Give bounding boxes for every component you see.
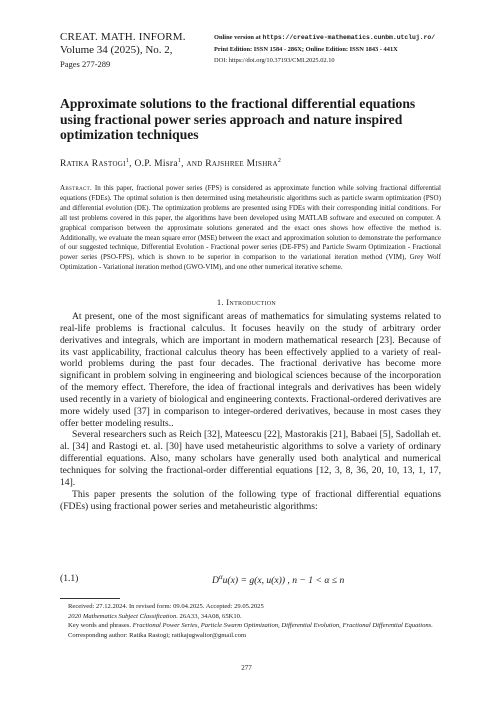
author-list	[60, 158, 440, 169]
keywords-label: Key words and phrases.	[68, 622, 131, 630]
footnote-rule	[60, 598, 120, 599]
equation-expression: $D^\alpha u(x) = g(x$, u(x)) , n − 1 < α ≤ n	[212, 573, 345, 587]
volume-info: Volume 34 (2025), No. 2,	[60, 44, 173, 56]
affiliation-marker: 1	[125, 158, 130, 164]
affiliation-marker: 1	[177, 158, 182, 164]
page-range: Pages 277-289	[60, 59, 111, 69]
equation-number: (1.1)	[60, 573, 79, 584]
online-version-label: Online version at	[214, 34, 261, 41]
publication-info	[214, 32, 474, 67]
received-dates: Received: 27.12.2024. In revised form: 09.04.2025. Accepted: 29.05.2025	[68, 603, 264, 610]
footnotes	[60, 602, 441, 641]
author-name: Ratika Rastogi	[60, 159, 126, 170]
online-version-link[interactable]: https://creative-mathematics.cunbm.utcluj.ro/	[262, 34, 436, 41]
page-number: 277	[241, 664, 252, 672]
paragraph: This paper presents the solution of the following type of fractional differential equations (FDEs) using fractional power series and metaheuristic algorithms:	[60, 488, 441, 512]
author-separator: ,	[129, 159, 135, 170]
msc-label: 2020 Mathematics Subject Classification.	[68, 612, 178, 620]
keywords-list: Fractional Power Series, Particle Swarm Optimization, Differential Evolution, Fractional Differential Equations.	[131, 622, 433, 630]
corresponding-author: Corresponding author: Ratika Rastogi; ratikajugwalior@gmail.com	[68, 632, 247, 640]
section-heading: 1. Introduction	[216, 297, 277, 307]
author-name: O.P. Misra	[134, 159, 178, 170]
abstract-label: Abstract.	[60, 184, 93, 192]
paragraph: Several researchers such as Reich [32], Mateescu [22], Mastorakis [21], Babaei [5], Sadollah et. al. [34] and Rastogi et. al. [30] have used metaheuristic algorithms to solve a variety of ordinary differential equations. Also, many scholars have generally used both analytical and numerical techniques for solving the fractional-order differential equations [12, 3, 8, 36, 20, 10, 13, 1, 17, 14].	[60, 429, 441, 488]
online-version-line	[214, 32, 474, 44]
abstract-text: In this paper, fractional power series (FPS) is considered as approximate function while solving fractional differential equations (FDEs). The optimal solution is then determined using metaheuristic algorithms such as particle swarm optimization (PSO) and differential evolution (DE). The optimization problems are presented using FDEs with their corresponding initial conditions. For all test problems covered in this paper, the algorithms have been developed using MATLAB software and executed on computer. A graphical comparison between the approximate solutions generated and the exact ones shows how effective the method is. Additionally, we evaluate the mean square error (MSE) between the exact and approximation solution to demonstrate the performance of our suggested technique, Differential Evolution - Fractional power series (DE-FPS) and Particle Swarm Optimization - Fractional power series (PSO-FPS), which is shown to be superior in comparison to the variational iteration method (VIM), Grey Wolf Optimization - Variational iteration method (GWO-VIM), and one other numerical iterative scheme.	[60, 184, 442, 272]
author-separator: , and	[181, 159, 206, 170]
author-name: Rajshree Mishra	[205, 159, 278, 170]
journal-header	[60, 31, 220, 71]
doi-line: DOI: https://doi.org/10.37193/CMI.2025.02.10	[214, 57, 335, 64]
paragraph: At present, one of the most significant areas of mathematics for simulating systems related to real-life problems is fractional calculus. It focuses heavily on the study of arbitrary order derivatives and integrals, which are important in modern mathematical research [23]. Because of its vast applicability, fractional calculus theory has been effectively applied to a variety of real-world problems during the past four decades. The fractional derivative has become more significant in problem solving in engineering and biological sciences because of the incorporation of the memory effect. Therefore, the idea of fractional integrals and derivatives has been widely used recently in a variety of biological and engineering contexts. Fractional-ordered derivatives are more widely used [37] in comparison to integer-ordered derivatives, because in most cases they offer better modeling results..	[60, 311, 441, 429]
body-text	[60, 311, 441, 512]
journal-name: CREAT. MATH. INFORM.	[60, 31, 186, 43]
abstract	[60, 184, 441, 273]
msc-codes: 26A33, 34A08, 65K10.	[177, 612, 242, 620]
issn-line: Print Edition: ISSN 1584 - 286X; Online Edition: ISSN 1843 - 441X	[214, 45, 398, 53]
equation-1-1	[60, 573, 441, 587]
keywords	[60, 621, 441, 631]
affiliation-marker: 2	[277, 158, 282, 164]
msc-classification	[60, 612, 441, 622]
paper-title: Approximate solutions to the fractional differential equations using fractional power series approach and nature inspired optimization techniques	[60, 96, 416, 142]
